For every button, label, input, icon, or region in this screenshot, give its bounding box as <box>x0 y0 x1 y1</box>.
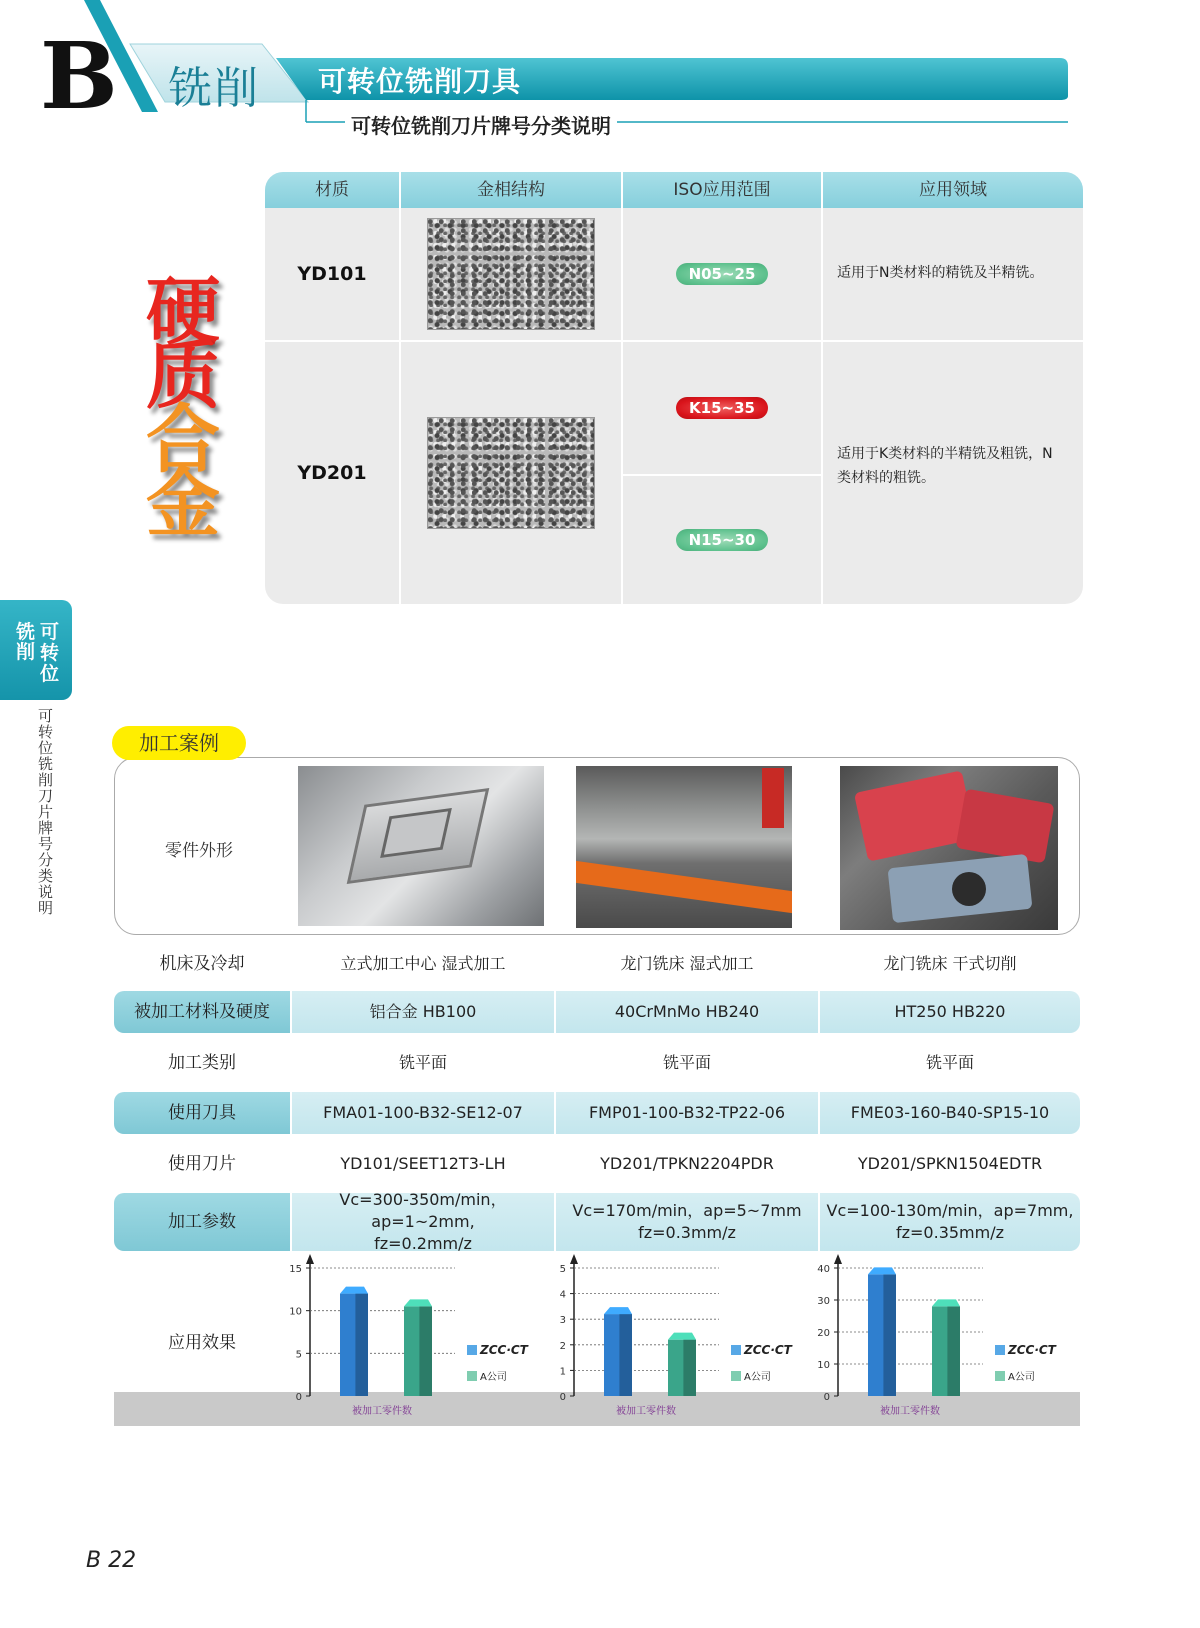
chart-bar-side <box>355 1294 368 1396</box>
param-line: fz=0.3mm/z <box>638 1223 736 1242</box>
chart-legend-swatch <box>995 1371 1005 1381</box>
col-header-iso: ISO应用范围 <box>673 180 771 200</box>
chart-legend-swatch <box>731 1371 741 1381</box>
microstructure-cell <box>401 342 621 604</box>
part-photo-aluminum-plate <box>298 766 544 926</box>
iso-cell <box>623 208 821 340</box>
col-header-application: 应用领域 <box>919 180 987 200</box>
iso-cell <box>623 342 821 474</box>
col-header-structure: 金相结构 <box>477 180 545 200</box>
param-value: 龙门铣床 干式切削 <box>883 954 1017 973</box>
chart-tick-label: 1 <box>559 1366 566 1378</box>
chart-bar-side <box>419 1306 432 1396</box>
application-line: 适用于K类材料的半精铣及粗铣，N <box>837 446 1053 462</box>
param-value: HT250 HB220 <box>820 991 1080 1033</box>
param-value: 铣平面 <box>925 1053 974 1072</box>
grade-name: YD101 <box>297 263 367 285</box>
chart-floor <box>114 1392 1080 1426</box>
param-label: 使用刀具 <box>114 1092 290 1134</box>
param-line: Vc=300-350m/min，ap=1~2mm, <box>339 1190 507 1231</box>
param-row <box>114 1144 1080 1184</box>
side-tab-label: 铣削 <box>16 621 36 663</box>
param-value: YD101/SEET12T3-LH <box>340 1154 506 1173</box>
param-value: 铣平面 <box>398 1053 447 1072</box>
chart-bar-side <box>883 1274 896 1396</box>
chart-legend-swatch <box>731 1345 741 1355</box>
chart-tick-label: 10 <box>817 1360 830 1371</box>
part-shape-label: 零件外形 <box>165 841 233 861</box>
part-photo-gantry-mill <box>576 766 792 928</box>
section-side-tab[interactable] <box>0 600 72 700</box>
chart-tick-label: 30 <box>817 1296 830 1307</box>
chart-bar <box>604 1314 632 1396</box>
chart-legend-label: ZCC·CT <box>480 1343 528 1357</box>
chart-tick-label: 2 <box>559 1340 566 1352</box>
chart-tick-label: 10 <box>289 1306 302 1318</box>
grade-table-header <box>265 172 1083 208</box>
chart-tick-label: 3 <box>559 1315 566 1327</box>
chart-bar <box>668 1340 696 1396</box>
chart-axis-arrow <box>306 1254 314 1264</box>
chart-bar <box>868 1274 896 1396</box>
chart-legend-label: ZCC·CT <box>1008 1343 1056 1357</box>
chart-bar-side <box>619 1314 632 1396</box>
part-photo-cast-iron <box>840 766 1058 930</box>
chart-tick-label: 4 <box>559 1289 566 1301</box>
chart-bar-cap <box>668 1333 696 1340</box>
chart-legend-label: A公司 <box>480 1372 507 1383</box>
param-value <box>556 1193 818 1251</box>
iso-cell <box>623 476 821 604</box>
chart-bar-cap <box>404 1299 432 1306</box>
param-row <box>114 1190 1080 1253</box>
chart-tick-label: 40 <box>817 1264 830 1275</box>
chart-bar-side <box>683 1340 696 1396</box>
page-title: 可转位铣削刀具 <box>318 65 522 98</box>
chart-x-label: 被加工零件数 <box>880 1406 940 1417</box>
side-vertical-text: 可转位铣削刀片牌号分类说明 <box>38 707 54 917</box>
chart-legend-label: ZCC·CT <box>744 1343 792 1357</box>
chart-tick-label: 0 <box>295 1392 302 1403</box>
chart-tick-label: 20 <box>817 1328 830 1339</box>
chart-bar <box>932 1306 960 1396</box>
application-text <box>837 442 1077 490</box>
param-line: fz=0.2mm/z <box>374 1234 472 1253</box>
param-value: FME03-160-B40-SP15-10 <box>820 1092 1080 1134</box>
chapter-name: 铣削 <box>168 63 260 114</box>
chart-tick-label: 0 <box>559 1392 566 1403</box>
grade-cell <box>265 208 399 340</box>
application-text: 适用于N类材料的精铣及半精铣。 <box>837 265 1044 281</box>
param-value: 铝合金 HB100 <box>292 991 554 1033</box>
param-line: fz=0.35mm/z <box>895 1223 1005 1242</box>
param-value <box>820 1193 1080 1251</box>
param-label: 机床及冷却 <box>159 954 245 974</box>
chapter-letter: B <box>40 22 118 130</box>
param-label: 加工参数 <box>114 1193 290 1251</box>
iso-range-badge: N05~25 <box>676 263 768 285</box>
param-row <box>114 1092 1080 1134</box>
param-value: YD201/SPKN1504EDTR <box>857 1154 1043 1173</box>
chart-tick-label: 15 <box>289 1264 302 1275</box>
material-type-char: 合 <box>146 397 220 483</box>
chart-bar-cap <box>604 1307 632 1314</box>
param-line: Vc=170m/min，ap=5~7mm <box>572 1201 802 1220</box>
param-value: 40CrMnMo HB240 <box>556 991 818 1033</box>
chart-bar-cap <box>340 1287 368 1294</box>
param-value: 龙门铣床 湿式加工 <box>620 954 754 973</box>
chart-bar <box>340 1294 368 1396</box>
microstructure-cell <box>401 208 621 340</box>
iso-range-badge: N15~30 <box>676 529 768 551</box>
chart-axis-arrow <box>570 1254 578 1264</box>
grade-name: YD201 <box>297 462 367 484</box>
param-row <box>114 944 1080 984</box>
application-line: 类材料的粗铣。 <box>837 470 935 486</box>
chart-tick-label: 0 <box>823 1392 830 1403</box>
chart-bar <box>404 1306 432 1396</box>
param-row <box>114 991 1080 1033</box>
chart-tick-label: 5 <box>559 1264 566 1275</box>
chart-axis-arrow <box>834 1254 842 1264</box>
param-value: YD201/TPKN2204PDR <box>600 1154 774 1173</box>
chart-legend-swatch <box>467 1371 477 1381</box>
material-type-char: 硬 <box>146 269 220 355</box>
iso-range-badge: K15~35 <box>676 397 768 419</box>
chart-legend-label: A公司 <box>1008 1372 1035 1383</box>
case-badge: 加工案例 <box>112 726 246 760</box>
param-value: 立式加工中心 湿式加工 <box>340 954 506 973</box>
chart-bar-cap <box>868 1267 896 1274</box>
page-number: B 22 <box>86 1548 137 1573</box>
param-value: FMP01-100-B32-TP22-06 <box>556 1092 818 1134</box>
param-line: Vc=100-130m/min，ap=7mm, <box>826 1201 1074 1220</box>
chart-bar-side <box>947 1306 960 1396</box>
param-value <box>292 1190 554 1253</box>
side-tab-label: 可转位 <box>40 621 60 685</box>
material-type-char: 金 <box>146 461 220 547</box>
param-row <box>114 1043 1080 1083</box>
param-label: 使用刀片 <box>168 1154 236 1174</box>
material-type-char: 质 <box>146 333 220 419</box>
chart-legend-swatch <box>995 1345 1005 1355</box>
chart-x-label: 被加工零件数 <box>352 1406 412 1417</box>
microstructure-image <box>427 417 595 529</box>
chart-bar-cap <box>932 1299 960 1306</box>
material-type-label <box>146 269 246 547</box>
chart-tick-label: 5 <box>295 1349 302 1361</box>
param-label: 被加工材料及硬度 <box>114 991 290 1033</box>
chart-legend-label: A公司 <box>744 1372 771 1383</box>
effect-label: 应用效果 <box>168 1333 236 1353</box>
grade-cell <box>265 342 399 604</box>
chart-x-label: 被加工零件数 <box>616 1406 676 1417</box>
col-header-material: 材质 <box>315 180 349 200</box>
param-value: 铣平面 <box>662 1053 711 1072</box>
param-label: 加工类别 <box>168 1053 236 1073</box>
microstructure-image <box>427 218 595 330</box>
chart-legend-swatch <box>467 1345 477 1355</box>
page-subtitle: 可转位铣削刀片牌号分类说明 <box>345 110 617 139</box>
grade-table <box>265 172 1083 604</box>
param-value: FMA01-100-B32-SE12-07 <box>292 1092 554 1134</box>
